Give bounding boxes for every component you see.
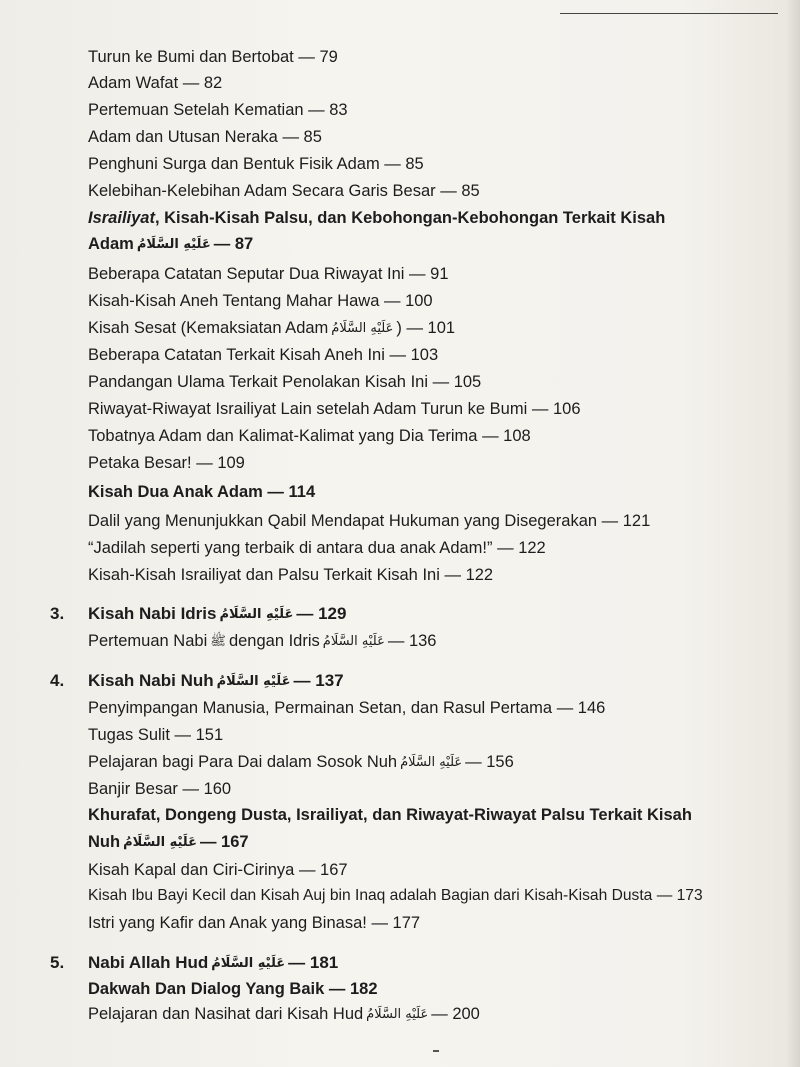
toc-entry: Tobatnya Adam dan Kalimat-Kalimat yang Dia Terima — 108 <box>88 427 531 445</box>
toc-entry: Penyimpangan Manusia, Permainan Setan, dan Rasul Pertama — 146 <box>88 699 606 717</box>
toc-entry: Kisah-Kisah Israiliyat dan Palsu Terkait Kisah Ini — 122 <box>88 566 494 584</box>
toc-entry: Dalil yang Menunjukkan Qabil Mendapat Hukuman yang Disegerakan — 121 <box>88 512 651 530</box>
toc-entry: Beberapa Catatan Terkait Kisah Aneh Ini — 103 <box>88 346 439 364</box>
toc-entry: “Jadilah seperti yang terbaik di antara dua anak Adam!” — 122 <box>88 539 546 557</box>
toc-section-heading: Khurafat, Dongeng Dusta, Israiliyat, dan Riwayat-Riwayat Palsu Terkait Kisah <box>88 806 692 824</box>
honorific-icon: عَلَيْهِ السَّلَامُ <box>216 674 291 689</box>
honorific-icon: عَلَيْهِ السَّلَامُ <box>322 634 385 649</box>
toc-section-heading: Kisah Dua Anak Adam — 114 <box>88 483 316 501</box>
toc-section-heading: Israiliyat, Kisah-Kisah Palsu, dan Kebohongan-Kebohongan Terkait Kisah <box>88 209 666 227</box>
toc-entry: Penghuni Surga dan Bentuk Fisik Adam — 85 <box>88 155 424 173</box>
header-rule <box>560 13 778 14</box>
page-mark <box>433 1050 439 1052</box>
honorific-icon: عَلَيْهِ السَّلَامُ <box>211 956 286 971</box>
honorific-icon: عَلَيْهِ السَّلَامُ <box>123 835 197 850</box>
chapter-title: Kisah Nabi Idris عَلَيْهِ السَّلَامُ — 129 <box>88 604 347 623</box>
toc-entry: Petaka Besar! — 109 <box>88 454 245 472</box>
toc-entry: Beberapa Catatan Seputar Dua Riwayat Ini — 91 <box>88 265 449 283</box>
toc-entry: Kisah Kapal dan Ciri-Cirinya — 167 <box>88 861 348 879</box>
toc-entry: Banjir Besar — 160 <box>88 780 232 798</box>
honorific-icon: عَلَيْهِ السَّلَامُ <box>136 237 211 252</box>
toc-entry: Pandangan Ulama Terkait Penolakan Kisah Ini — 105 <box>88 373 482 391</box>
chapter-number: 4. <box>50 671 65 690</box>
toc-section-heading-cont: Nuh عَلَيْهِ السَّلَامُ — 167 <box>88 833 249 851</box>
chapter-number: 3. <box>50 604 65 623</box>
toc-entry: Adam Wafat — 82 <box>88 74 223 92</box>
honorific-saw-icon: ﷺ <box>210 634 226 649</box>
toc-entry: Istri yang Kafir dan Anak yang Binasa! — 177 <box>88 914 421 932</box>
chapter-number: 5. <box>50 953 65 972</box>
chapter-title: Nabi Allah Hud عَلَيْهِ السَّلَامُ — 181 <box>88 953 339 972</box>
toc-entry: Turun ke Bumi dan Bertobat — 79 <box>88 48 338 66</box>
toc-entry: Pertemuan Setelah Kematian — 83 <box>88 101 348 119</box>
honorific-icon: عَلَيْهِ السَّلَامُ <box>219 607 294 622</box>
toc-entry: Kelebihan-Kelebihan Adam Secara Garis Besar — 85 <box>88 182 480 200</box>
chapter-title: Kisah Nabi Nuh عَلَيْهِ السَّلَامُ — 137 <box>88 671 344 690</box>
toc-entry: Kisah-Kisah Aneh Tentang Mahar Hawa — 100 <box>88 292 433 310</box>
toc-entry: Pelajaran dan Nasihat dari Kisah Hud عَلَيْهِ السَّلَامُ — 200 <box>88 1005 480 1023</box>
toc-entry: Kisah Ibu Bayi Kecil dan Kisah Auj bin Inaq adalah Bagian dari Kisah-Kisah Dusta — 173 <box>88 887 703 904</box>
toc-entry: Riwayat-Riwayat Israiliyat Lain setelah Adam Turun ke Bumi — 106 <box>88 400 581 418</box>
toc-section-heading: Dakwah Dan Dialog Yang Baik — 182 <box>88 980 378 998</box>
toc-entry: Tugas Sulit — 151 <box>88 726 224 744</box>
toc-entry: Pelajaran bagi Para Dai dalam Sosok Nuh عَلَيْهِ السَّلَامُ — 156 <box>88 753 514 771</box>
toc-entry: Pertemuan Nabi ﷺ dengan Idris عَلَيْهِ السَّلَامُ — 136 <box>88 632 437 650</box>
toc-entry: Kisah Sesat (Kemaksiatan Adam عَلَيْهِ السَّلَامُ ) — 101 <box>88 319 456 337</box>
page-edge-shadow <box>786 0 800 1067</box>
toc-section-heading-cont: Adam عَلَيْهِ السَّلَامُ — 87 <box>88 235 254 253</box>
honorific-icon: عَلَيْهِ السَّلَامُ <box>400 755 463 770</box>
honorific-icon: عَلَيْهِ السَّلَامُ <box>366 1007 429 1022</box>
honorific-icon: عَلَيْهِ السَّلَامُ <box>331 321 394 336</box>
toc-entry: Adam dan Utusan Neraka — 85 <box>88 128 322 146</box>
